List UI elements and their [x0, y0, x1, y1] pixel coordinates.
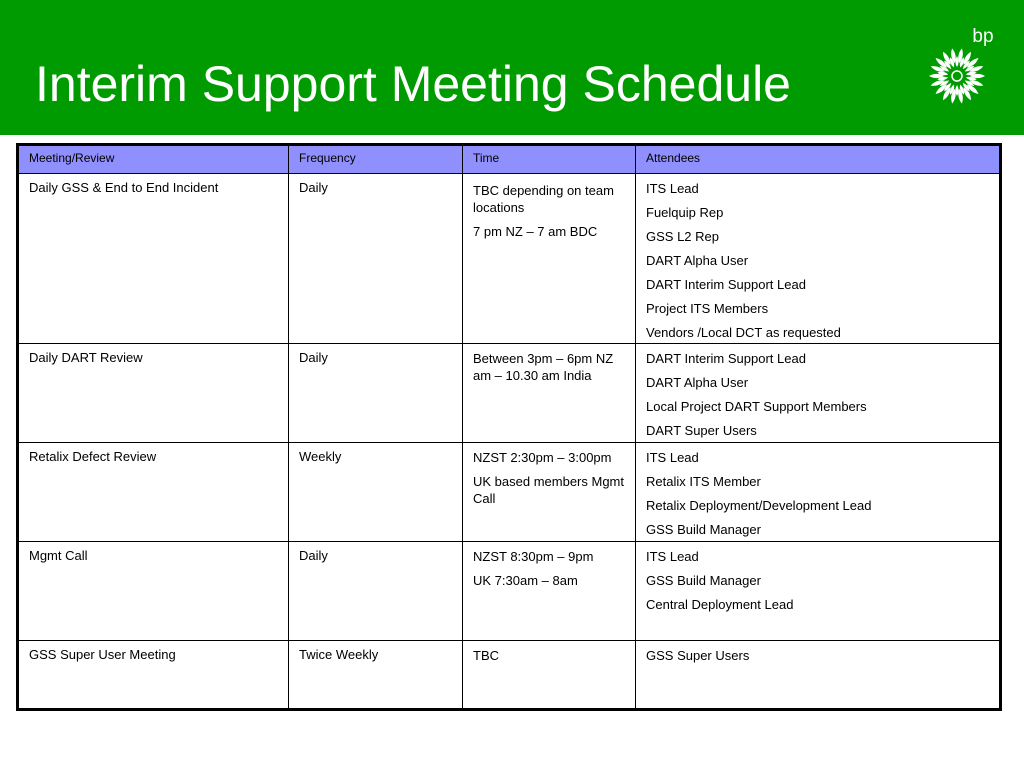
time-line: TBC depending on team locations — [473, 183, 614, 215]
table-row — [18, 443, 1001, 542]
time-cell — [463, 641, 636, 710]
attendees-cell — [636, 174, 1001, 344]
frequency-cell: Daily — [289, 542, 463, 641]
attendee: Local Project DART Support Members — [646, 399, 867, 414]
attendees-cell — [636, 443, 1001, 542]
attendee: DART Interim Support Lead — [646, 277, 806, 292]
time-line: NZST 8:30pm – 9pm — [473, 549, 594, 564]
time-cell — [463, 174, 636, 344]
attendees-cell — [636, 344, 1001, 443]
table-row — [18, 542, 1001, 641]
time-line: UK 7:30am – 8am — [473, 573, 578, 588]
attendee: GSS Build Manager — [646, 573, 761, 588]
header-attendees: Attendees — [636, 145, 1001, 174]
table-row — [18, 344, 1001, 443]
helios-sunburst-icon — [928, 20, 1002, 108]
attendee: ITS Lead — [646, 549, 699, 564]
attendee: DART Interim Support Lead — [646, 351, 806, 366]
attendee: GSS Super Users — [646, 648, 750, 663]
table-row — [18, 174, 1001, 344]
time-cell — [463, 542, 636, 641]
meeting-cell: Retalix Defect Review — [18, 443, 289, 542]
meeting-cell: Daily GSS & End to End Incident — [18, 174, 289, 344]
meeting-schedule-table — [16, 143, 1002, 711]
attendees-cell — [636, 542, 1001, 641]
attendee: Project ITS Members — [646, 301, 769, 316]
frequency-cell: Daily — [289, 344, 463, 443]
meeting-cell: Daily DART Review — [18, 344, 289, 443]
attendee: ITS Lead — [646, 181, 699, 196]
attendee: ITS Lead — [646, 450, 699, 465]
svg-text:bp: bp — [972, 26, 994, 47]
time-line: TBC — [473, 648, 499, 663]
frequency-cell: Weekly — [289, 443, 463, 542]
attendee: GSS L2 Rep — [646, 229, 719, 244]
attendee: DART Alpha User — [646, 253, 749, 268]
attendee: GSS Build Manager — [646, 522, 761, 537]
slide-title: Interim Support Meeting Schedule — [35, 56, 791, 112]
title-banner — [0, 0, 1024, 135]
bp-logo — [928, 20, 1002, 108]
attendee: Retalix ITS Member — [646, 474, 761, 489]
attendee: Central Deployment Lead — [646, 597, 794, 612]
table-header-row — [18, 145, 1001, 174]
time-line: Between 3pm – 6pm NZ am – 10.30 am India — [473, 351, 614, 383]
frequency-cell: Twice Weekly — [289, 641, 463, 710]
meeting-cell: GSS Super User Meeting — [18, 641, 289, 710]
meeting-cell: Mgmt Call — [18, 542, 289, 641]
attendees-cell — [636, 641, 1001, 710]
attendee: Retalix Deployment/Development Lead — [646, 498, 872, 513]
attendee: DART Super Users — [646, 423, 757, 438]
frequency-cell: Daily — [289, 174, 463, 344]
time-line: NZST 2:30pm – 3:00pm — [473, 450, 612, 465]
time-cell — [463, 344, 636, 443]
attendee: Fuelquip Rep — [646, 205, 724, 220]
header-meeting-review: Meeting/Review — [18, 145, 289, 174]
time-cell — [463, 443, 636, 542]
attendee: DART Alpha User — [646, 375, 749, 390]
table-row — [18, 641, 1001, 710]
header-time: Time — [463, 145, 636, 174]
header-frequency: Frequency — [289, 145, 463, 174]
time-line: 7 pm NZ – 7 am BDC — [473, 224, 598, 239]
time-line: UK based members Mgmt Call — [473, 474, 624, 506]
attendee: Vendors /Local DCT as requested — [646, 325, 841, 340]
